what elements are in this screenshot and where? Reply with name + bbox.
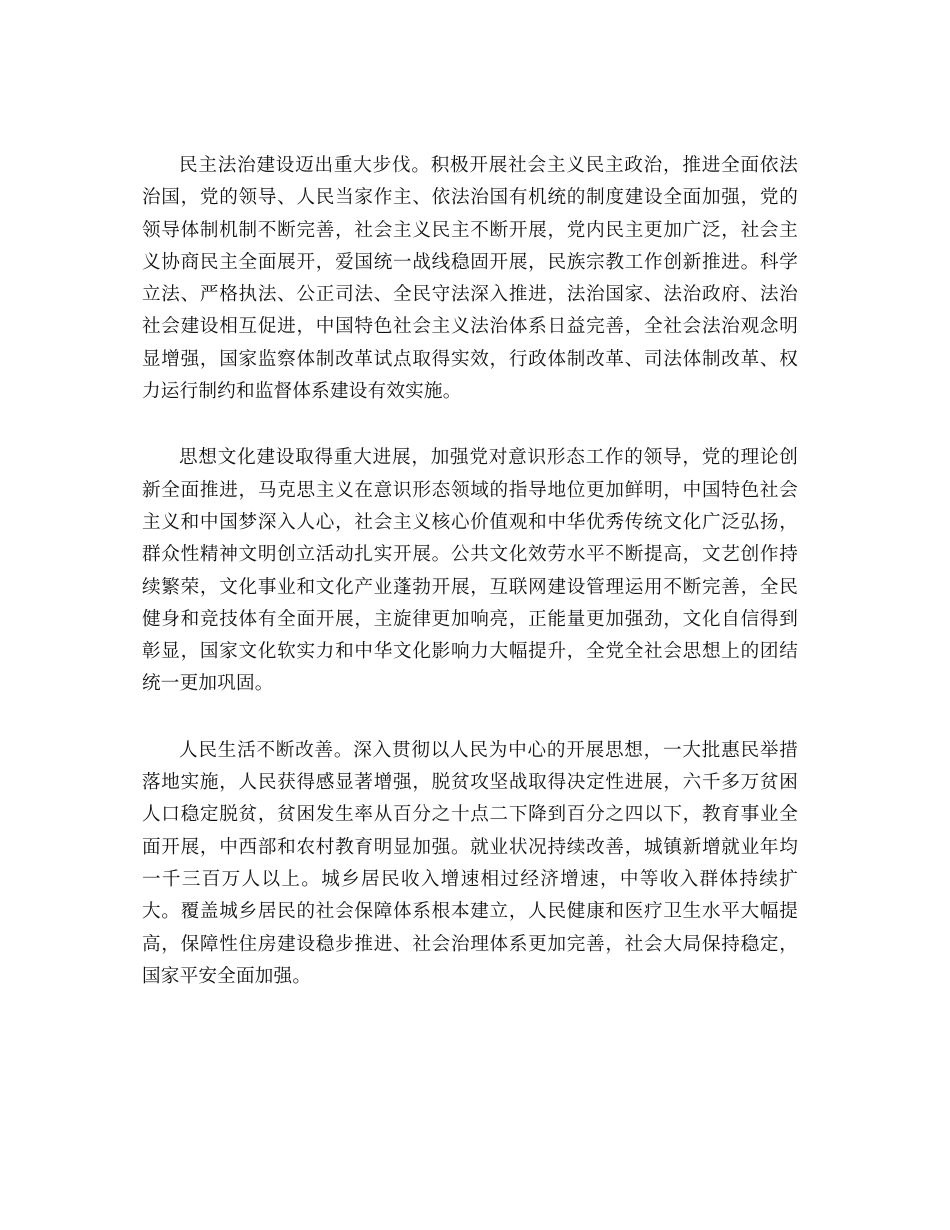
paragraph-people-livelihood: 人民生活不断改善。深入贯彻以人民为中心的开展思想，一大批惠民举措落地实施，人民获得感显著增强，脱贫攻坚战取得决定性进展，六千多万贫困人口稳定脱贫，贫困发生率从百分之十点二下降到百分之四以下，教育事业全面开展，中西部和农村教育明显加强。就业状况持续改善，城镇新增就业年均一千三百万人以上。城乡居民收入增速相过经济增速，中等收入群体持续扩大。覆盖城乡居民的社会保障体系根本建立，人民健康和医疗卫生水平大幅提高，保障性住房建设稳步推进、社会治理体系更加完善，社会大局保持稳定，国家平安全面加强。 <box>142 739 798 987</box>
paragraph-ideology-culture: 思想文化建设取得重大进展，加强党对意识形态工作的领导，党的理论创新全面推进，马克思主义在意识形态领域的指导地位更加鲜明，中国特色社会主义和中国梦深入人心，社会主义核心价值观和中华优秀传统文化广泛弘扬，群众性精神文明创立活动扎实开展。公共文化效劳水平不断提高，文艺创作持续繁荣，文化事业和文化产业蓬勃开展，互联网建设管理运用不断完善，全民健身和竞技体有全面开展，主旋律更加响亮，正能量更加强劲，文化自信得到彰显，国家文化软实力和中华文化影响力大幅提升，全党全社会思想上的团结统一更加巩固。 <box>142 447 798 695</box>
paragraph-democracy-rule-of-law: 民主法治建设迈出重大步伐。积极开展社会主义民主政治，推进全面依法治国，党的领导、人民当家作主、依法治国有机统的制度建设全面加强，党的领导体制机制不断完善，社会主义民主不断开展，党内民主更加广泛，社会主义协商民主全面展开，爱国统一战线稳固开展，民族宗教工作创新推进。科学立法、严格执法、公正司法、全民守法深入推进，法治国家、法治政府、法治社会建设相互促进，中国特色社会主义法治体系日益完善，全社会法治观念明显增强，国家监察体制改革试点取得实效，行政体制改革、司法体制改革、权力运行制约和监督体系建设有效实施。 <box>142 155 798 403</box>
document-body <box>142 150 798 993</box>
